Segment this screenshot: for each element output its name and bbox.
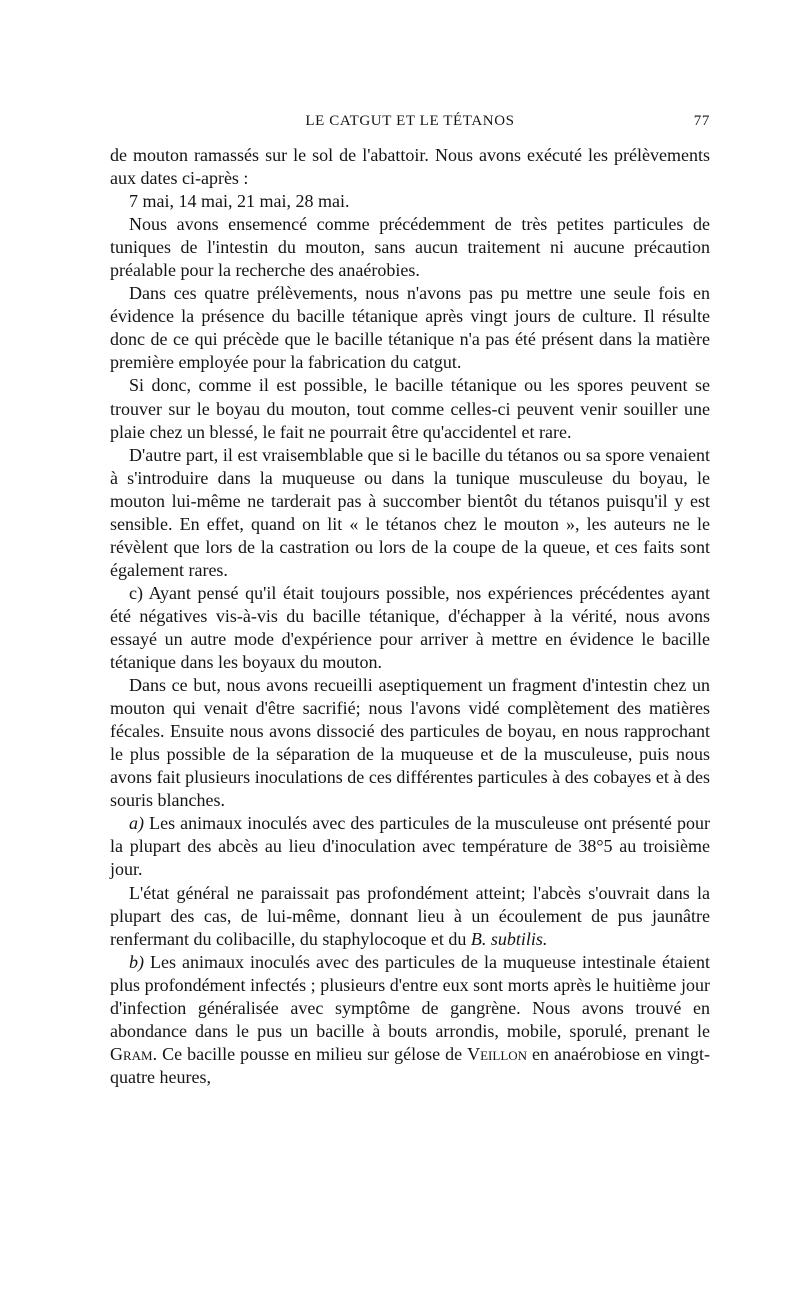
- paragraph-11: [110, 951, 710, 1089]
- paragraph-3: Nous avons ensemencé comme précédemment de très petites particules de tuniques de l'intestin du mouton, sans aucun traitement ni aucune précaution préalable pour la recherche des anaérobies.: [110, 214, 710, 281]
- list-marker-b: b): [129, 951, 144, 972]
- paragraph-9: [110, 812, 710, 881]
- paragraph-dates: 7 mai, 14 mai, 21 mai, 28 mai.: [129, 191, 350, 212]
- paragraph-4: Dans ces quatre prélèvements, nous n'avons pas pu mettre une seule fois en évidence la présence du bacille tétanique après vingt jours de culture. Il résulte donc de ce qui précède que le bacille tétanique n'a pas été présent dans la matière première employée pour la fabrication du catgut.: [110, 283, 710, 373]
- paragraph-8: Dans ce but, nous avons recueilli aseptiquement un fragment d'intestin chez un mouton qui venait d'être sacrifié; nous l'avons vidé complètement des matières fécales. Ensuite nous avons dissocié des particules de boyau, en nous rapprochant le plus possible de la séparation de la muqueuse et de la musculeuse, puis nous avons fait plusieurs inoculations de ces différentes particules à des cobayes et à des souris blanches.: [110, 675, 710, 811]
- list-marker-a: a): [129, 813, 144, 834]
- paragraph-9-text: Les animaux inoculés avec des particules de la musculeuse ont présenté pour la plupart des abcès au lieu d'inoculation avec température de 38°5 au troisième jour.: [110, 813, 710, 880]
- paragraph-1: de mouton ramassés sur le sol de l'abattoir. Nous avons exécuté les prélèvements aux dates ci-après :: [110, 145, 710, 189]
- paragraph-6: D'autre part, il est vraisemblable que si le bacille du tétanos ou sa spore venaient à s'introduire dans la muqueuse ou dans la tunique musculeuse du boyau, le mouton lui-même ne tarderait pas à succomber bientôt du tétanos puisqu'il y est sensible. En effet, quand on lit « le tétanos chez le mouton », les auteurs ne le révèlent que lors de la castration ou lors de la coupe de la queue, et ces faits sont également rares.: [110, 444, 710, 580]
- paragraph-10: [110, 882, 710, 951]
- paragraph-11-text: Les animaux inoculés avec des particules de la muqueuse intestinale étaient plus profondément infectés ; plusieurs d'entre eux sont morts après le huitième jour d'infection généralisée avec symptôme de gangrène. Nous avons trouvé en abondance dans le pus un bacille à bouts arrondis, mobile, sporulé, prenant le: [110, 951, 710, 1041]
- paragraph-11-text-2: . Ce bacille pousse en milieu sur gélose de: [152, 1043, 468, 1064]
- paragraph-7: c) Ayant pensé qu'il était toujours possible, nos expériences précédentes ayant été négatives vis-à-vis du bacille tétanique, d'échapper à la vérité, nous avons essayé un autre mode d'expérience pour arriver à mettre en évidence le bacille tétanique dans les boyaux du mouton.: [110, 582, 710, 673]
- paragraph-10-text: L'état général ne paraissait pas profondément atteint; l'abcès s'ouvrait dans la plupart des cas, de lui-même, donnant lieu à un écoulement de pus jaunâtre renfermant du colibacille, du staphylocoque et du: [110, 882, 710, 949]
- paragraph-5: Si donc, comme il est possible, le bacille tétanique ou les spores peuvent se trouver sur le boyau du mouton, tout comme celles-ci peuvent venir souiller une plaie chez un blessé, le fait ne pourrait être qu'accidentel et rare.: [110, 375, 710, 442]
- author-name-gram: Gram: [110, 1043, 153, 1064]
- page-body: [110, 144, 710, 1089]
- page-header: [110, 113, 710, 135]
- species-name: B. subtilis.: [470, 928, 548, 949]
- page-number: 77: [693, 113, 710, 129]
- paragraph-11-text-3: en anaérobiose en vingt-quatre heures,: [110, 1043, 711, 1087]
- running-title: LE CATGUT ET LE TÉTANOS: [305, 113, 515, 129]
- author-name-veillon: Veillon: [467, 1043, 528, 1064]
